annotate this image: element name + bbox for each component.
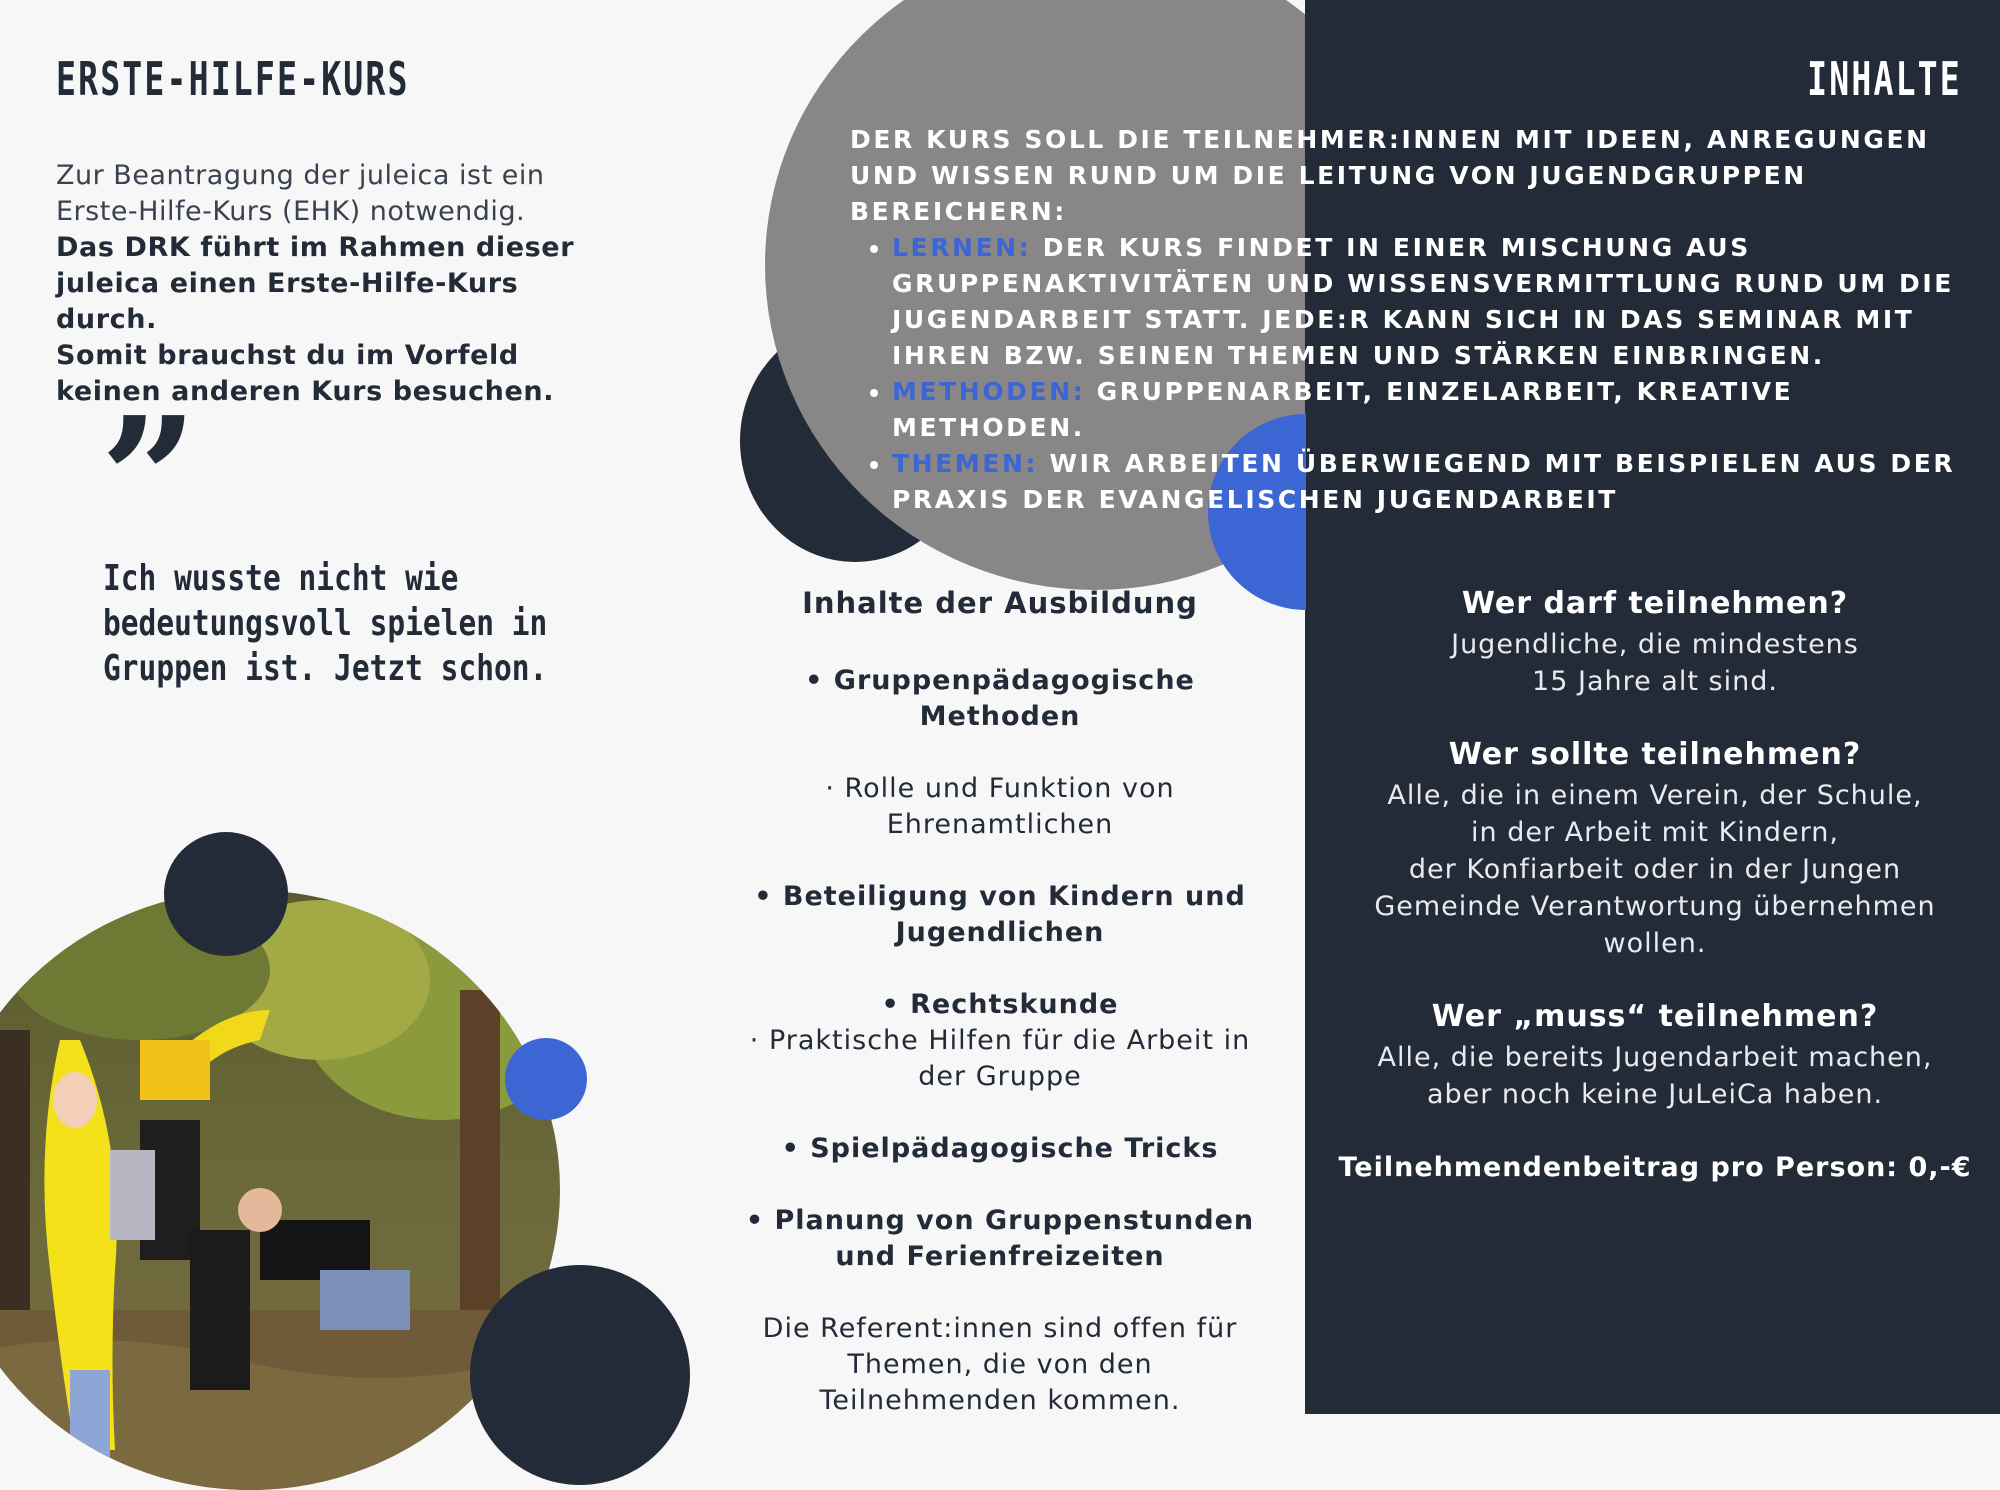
intro-line: Erste-Hilfe-Kurs (EHK) notwendig. bbox=[56, 196, 526, 227]
left-title: ERSTE-HILFE-KURS bbox=[56, 52, 410, 106]
training-heading: Inhalte der Ausbildung bbox=[802, 586, 1198, 620]
bullet-text: GRUPPENARBEIT, EINZELARBEIT, KREATIVE METHODEN. bbox=[892, 377, 1794, 442]
training-item: • Gruppenpädagogische Methoden bbox=[805, 665, 1195, 732]
info-answer-line: in der Arbeit mit Kindern, bbox=[1471, 817, 1839, 848]
testimonial-quote bbox=[103, 556, 547, 691]
training-closing bbox=[720, 1311, 1280, 1419]
training-item-line: · Rolle und Funktion von bbox=[825, 773, 1175, 804]
closing-line: Teilnehmenden kommen. bbox=[819, 1385, 1181, 1416]
info-answer bbox=[1330, 777, 1980, 962]
training-item-line: und Ferienfreizeiten bbox=[835, 1241, 1165, 1272]
bullet-text: DER KURS FINDET IN EINER MISCHUNG AUS GRUPPENAKTIVITÄTEN UND WISSENSVERMITTLUNG RUND UM DIE JUGENDARBEIT STATT. JEDE:R KANN SICH IN DAS SEMINAR MIT IHREN BZW. SEINEN THEMEN UND STÄRKEN EINBRINGEN. bbox=[892, 233, 1954, 370]
info-question: Wer „muss“ teilnehmen? bbox=[1431, 999, 1879, 1034]
bullet-keyword: LERNEN: bbox=[892, 233, 1032, 262]
training-item-line: • Beteiligung von Kindern und bbox=[754, 881, 1246, 912]
course-bullet bbox=[892, 446, 1960, 518]
info-answer-line: Alle, die in einem Verein, der Schule, bbox=[1387, 780, 1923, 811]
bullet-text: WIR ARBEITEN ÜBERWIEGEND MIT BEISPIELEN AUS DER PRAXIS DER EVANGELISCHEN JUGENDARBEIT bbox=[892, 449, 1956, 514]
intro-bold-line: Somit brauchst du im Vorfeld bbox=[56, 340, 519, 371]
info-answer-line: Alle, die bereits Jugendarbeit machen, bbox=[1377, 1042, 1933, 1073]
course-lead: DER KURS SOLL DIE TEILNEHMER:INNEN MIT IDEEN, ANREGUNGEN UND WISSEN RUND UM DIE LEITUNG VON JUGENDGRUPPEN BEREICHERN: bbox=[850, 125, 1930, 226]
intro-bold-line: keinen anderen Kurs besuchen. bbox=[56, 376, 555, 407]
quote-line: bedeutungsvoll spielen in bbox=[103, 603, 548, 644]
bullet-keyword: METHODEN: bbox=[892, 377, 1086, 406]
info-question: Wer sollte teilnehmen? bbox=[1448, 737, 1862, 772]
training-item bbox=[720, 1203, 1280, 1275]
training-item: • Spielpädagogische Tricks bbox=[781, 1133, 1219, 1164]
quote-line: Ich wusste nicht wie bbox=[103, 558, 459, 599]
training-item-line: Jugendlichen bbox=[895, 917, 1105, 948]
closing-line: Die Referent:innen sind offen für bbox=[762, 1313, 1238, 1344]
info-answer-line: der Konfiarbeit oder in der Jungen bbox=[1408, 854, 1902, 885]
info-answer bbox=[1330, 626, 1980, 700]
training-item-line: der Gruppe bbox=[918, 1061, 1082, 1092]
participation-fee: Teilnehmendenbeitrag pro Person: 0,-€ bbox=[1338, 1152, 1972, 1183]
decor-circle-navy-bottom-photo bbox=[470, 1265, 690, 1485]
training-item-line: • Planung von Gruppenstunden bbox=[745, 1205, 1255, 1236]
info-answer-line: Gemeinde Verantwortung übernehmen bbox=[1374, 891, 1936, 922]
intro-bold-line: Das DRK führt im Rahmen dieser bbox=[56, 232, 575, 263]
intro-bold-line: juleica einen Erste-Hilfe-Kurs durch. bbox=[56, 268, 519, 335]
training-item-line: Ehrenamtlichen bbox=[886, 809, 1114, 840]
quote-line: Gruppen ist. Jetzt schon. bbox=[103, 648, 548, 689]
training-contents bbox=[720, 585, 1280, 1455]
training-item bbox=[720, 1023, 1280, 1095]
training-item: • Rechtskunde bbox=[881, 989, 1119, 1020]
training-item bbox=[720, 771, 1280, 843]
intro-paragraph bbox=[56, 158, 616, 410]
course-bullet bbox=[892, 374, 1960, 446]
participation-info bbox=[1330, 585, 1980, 1186]
training-item bbox=[720, 879, 1280, 951]
intro-line: Zur Beantragung der juleica ist ein bbox=[56, 160, 545, 191]
decor-circle-navy-top-photo bbox=[164, 832, 288, 956]
training-item-line: · Praktische Hilfen für die Arbeit in bbox=[749, 1025, 1251, 1056]
info-answer-line: 15 Jahre alt sind. bbox=[1532, 666, 1778, 697]
bullet-keyword: THEMEN: bbox=[892, 449, 1039, 478]
right-title: INHALTE bbox=[1807, 52, 1962, 106]
course-description bbox=[850, 122, 1960, 518]
info-question: Wer darf teilnehmen? bbox=[1461, 586, 1849, 621]
course-bullet bbox=[892, 230, 1960, 374]
course-bullets bbox=[850, 230, 1960, 518]
quote-mark-icon: ” bbox=[100, 380, 198, 580]
info-answer-line: wollen. bbox=[1603, 928, 1707, 959]
info-answer-line: aber noch keine JuLeiCa haben. bbox=[1426, 1079, 1884, 1110]
info-answer-line: Jugendliche, die mindestens bbox=[1451, 629, 1859, 660]
closing-line: Themen, die von den bbox=[847, 1349, 1153, 1380]
info-answer bbox=[1330, 1039, 1980, 1113]
decor-circle-blue-photo bbox=[505, 1038, 587, 1120]
